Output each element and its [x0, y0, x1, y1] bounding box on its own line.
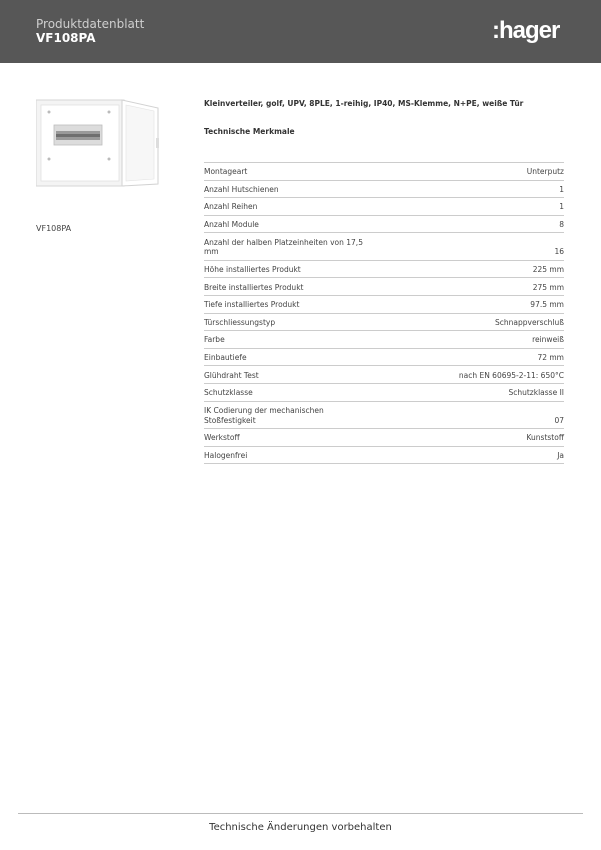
spec-row	[204, 384, 564, 402]
spec-value: Schnappverschluß	[495, 317, 564, 327]
spec-value: 8	[559, 219, 564, 229]
spec-value: 225 mm	[532, 264, 564, 274]
spec-table	[204, 162, 564, 464]
footer-divider	[18, 813, 583, 814]
spec-label: Werkstoff	[204, 433, 240, 443]
spec-label: Breite installiertes Produkt	[204, 282, 304, 292]
footer-disclaimer: Technische Änderungen vorbehalten	[209, 822, 392, 833]
spec-value: 275 mm	[532, 282, 564, 292]
spec-row	[204, 181, 564, 199]
spec-label: Glühdraht Test	[204, 370, 259, 380]
spec-row	[204, 278, 564, 296]
spec-value: 1	[559, 202, 564, 212]
product-sku: VF108PA	[36, 224, 72, 233]
spec-value: Ja	[557, 450, 564, 460]
spec-value: 97.5 mm	[530, 300, 564, 310]
spec-value: 1	[559, 184, 564, 194]
spec-label: Montageart	[204, 167, 248, 177]
spec-row	[204, 198, 564, 216]
page-header	[0, 0, 601, 63]
hager-logo	[492, 16, 572, 44]
spec-label: Anzahl Reihen	[204, 202, 258, 212]
spec-label: Türschliessungstyp	[204, 317, 276, 327]
product-image	[36, 98, 164, 188]
spec-label: Schutzklasse	[204, 388, 253, 398]
spec-row	[204, 163, 564, 181]
product-code: VF108PA	[36, 31, 96, 45]
spec-label: Tiefe installiertes Produkt	[204, 300, 300, 310]
spec-row	[204, 331, 564, 349]
spec-row	[204, 349, 564, 367]
spec-row	[204, 216, 564, 234]
spec-row	[204, 429, 564, 447]
spec-value: Schutzklasse II	[508, 388, 564, 398]
spec-row	[204, 402, 564, 430]
spec-label: Höhe installiertes Produkt	[204, 264, 301, 274]
spec-value: reinweiß	[532, 335, 564, 345]
spec-label: IK Codierung der mechanischen Stoßfestigkeit	[204, 406, 324, 425]
spec-label: Anzahl Module	[204, 219, 259, 229]
spec-row	[204, 261, 564, 279]
spec-label: Anzahl Hutschienen	[204, 184, 279, 194]
spec-row	[204, 314, 564, 332]
spec-row	[204, 233, 564, 261]
spec-row	[204, 296, 564, 314]
spec-value: 16	[554, 247, 564, 257]
spec-value: 07	[554, 415, 564, 425]
product-headline: Kleinverteiler, golf, UPV, 8PLE, 1-reihig, IP40, MS-Klemme, N+PE, weiße Tür	[204, 99, 524, 108]
spec-label: Farbe	[204, 335, 225, 345]
spec-row	[204, 366, 564, 384]
spec-value: 72 mm	[537, 352, 564, 362]
section-title: Technische Merkmale	[204, 127, 295, 136]
spec-label: Einbautiefe	[204, 352, 247, 362]
spec-value: Kunststoff	[526, 433, 564, 443]
spec-label: Halogenfrei	[204, 450, 248, 460]
spec-row	[204, 447, 564, 465]
spec-value: Unterputz	[526, 167, 564, 177]
spec-value: nach EN 60695-2-11: 650°C	[458, 370, 564, 380]
document-type: Produktdatenblatt	[36, 17, 145, 31]
spec-label: Anzahl der halben Platzeinheiten von 17,5 mm	[204, 237, 363, 257]
logo-text: :hager	[492, 17, 560, 44]
